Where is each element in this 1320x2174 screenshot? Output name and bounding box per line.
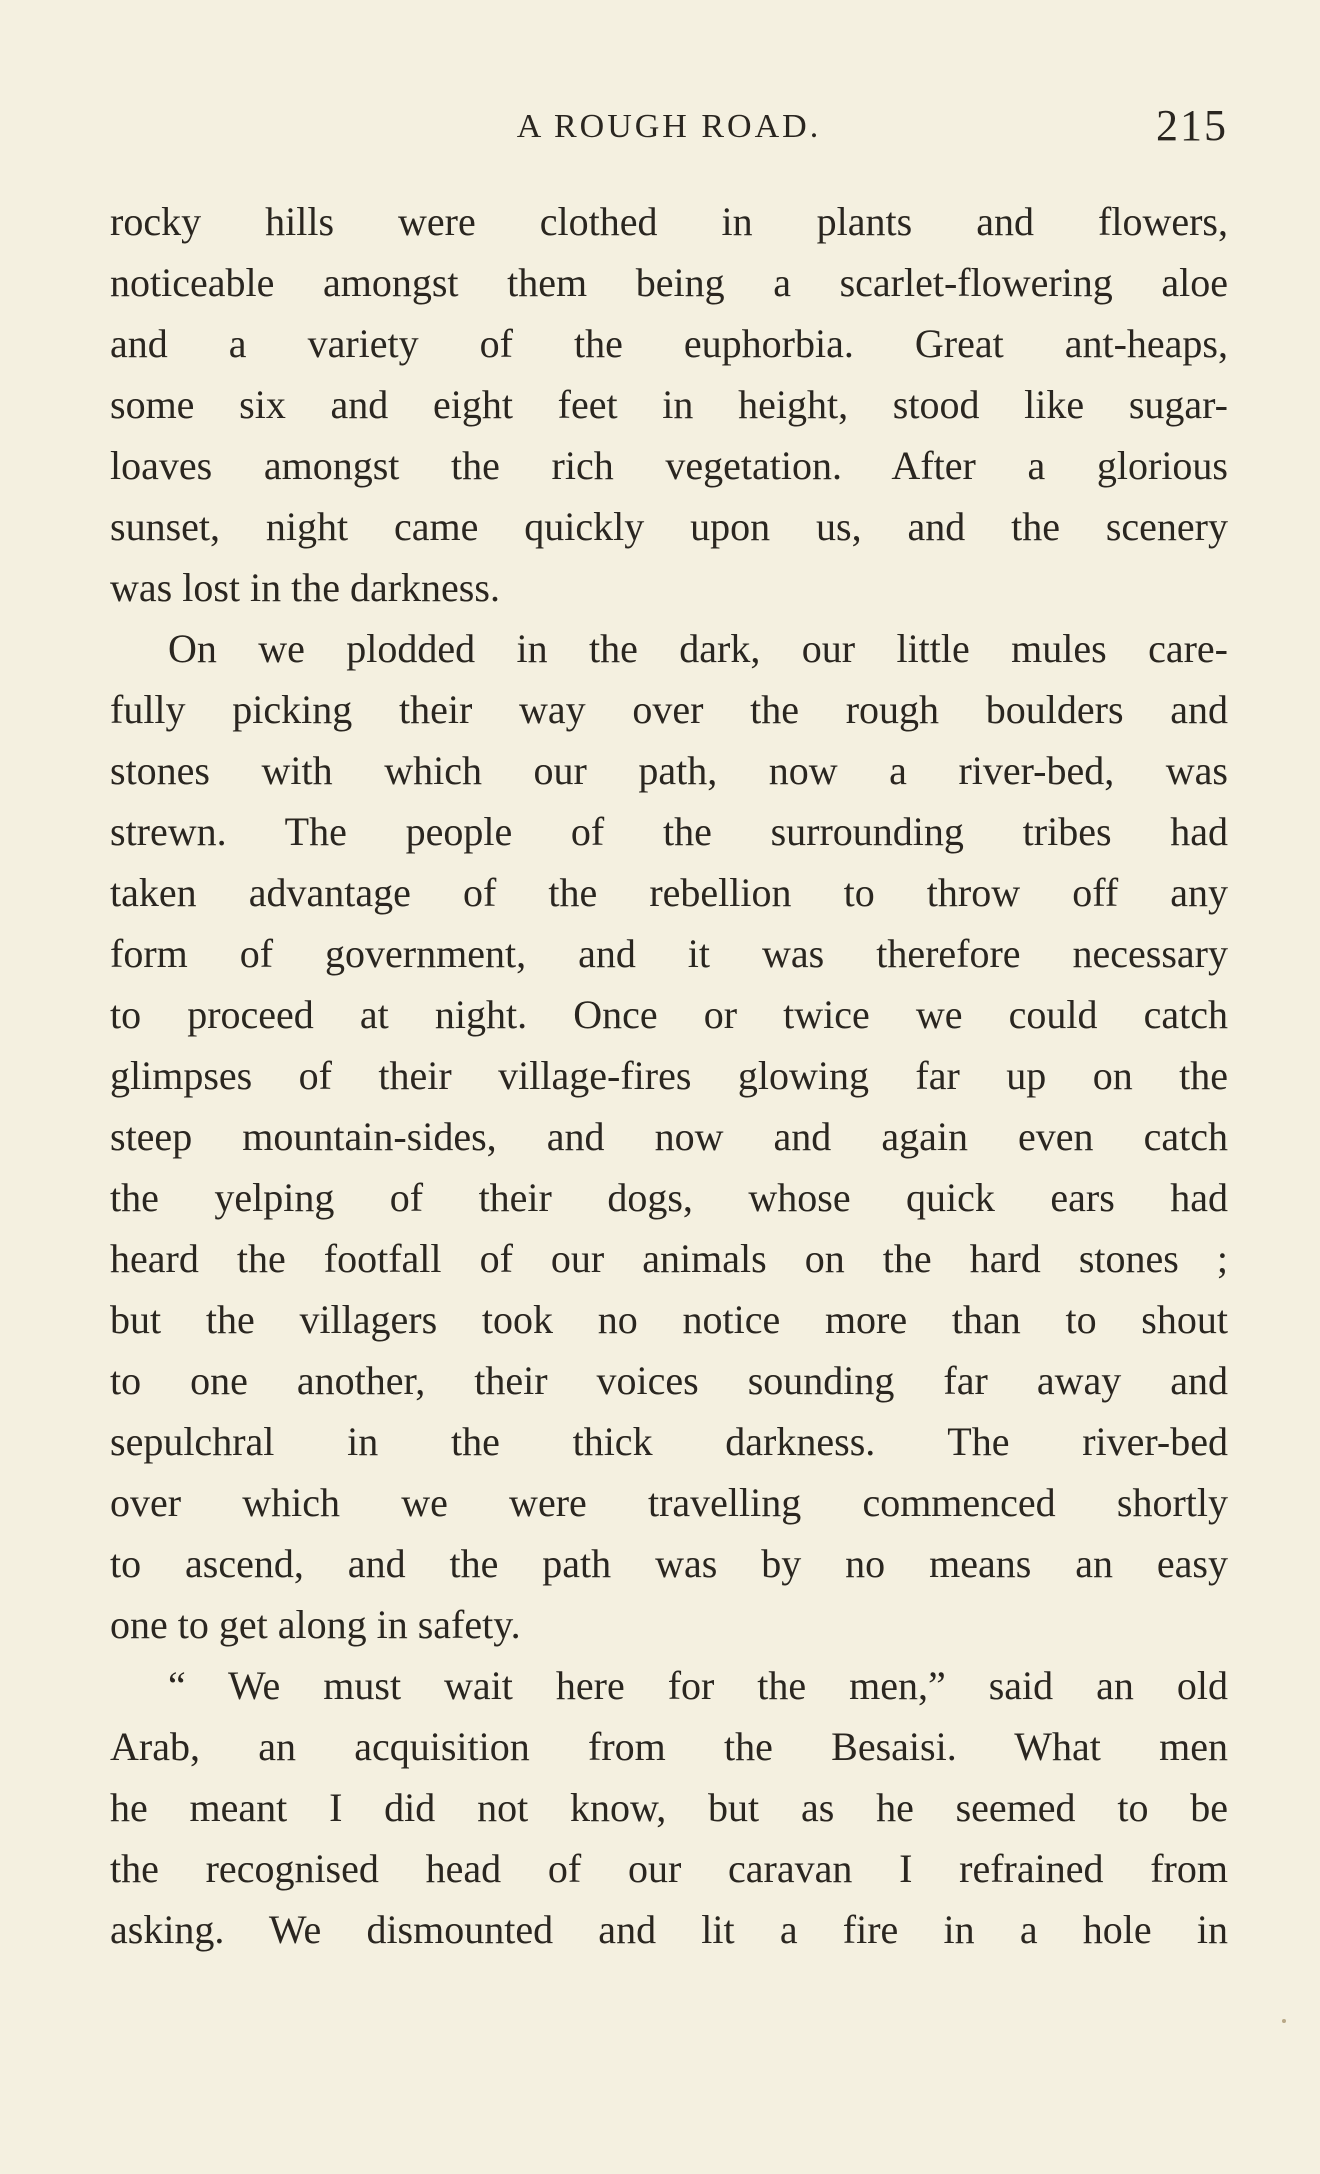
body-text bbox=[110, 191, 1228, 1991]
text-line-5: loaves amongst the rich vegetation. After a glorious bbox=[110, 443, 1228, 488]
text-line-23: to ascend, and the path was by no means an easy bbox=[110, 1541, 1228, 1586]
text-line-1: rocky hills were clothed in plants and flowers, bbox=[110, 199, 1228, 244]
text-line-6: sunset, night came quickly upon us, and the scenery bbox=[110, 504, 1228, 549]
text-line-21: sepulchral in the thick darkness. The river-bed bbox=[110, 1419, 1228, 1464]
running-head bbox=[110, 100, 1228, 160]
text-line-15: glimpses of their village-fires glowing far up on the bbox=[110, 1053, 1228, 1098]
text-line-3: and a variety of the euphorbia. Great ant-heaps, bbox=[110, 321, 1228, 366]
text-line-7: was lost in the darkness. bbox=[110, 565, 500, 610]
text-line-9: fully picking their way over the rough boulders and bbox=[110, 687, 1228, 732]
text-line-16: steep mountain-sides, and now and again even catch bbox=[110, 1114, 1228, 1159]
text-line-8: On we plodded in the dark, our little mules care- bbox=[168, 626, 1228, 671]
paper-speck bbox=[1282, 2019, 1286, 2023]
running-title: A ROUGH ROAD. bbox=[516, 108, 822, 145]
text-line-11: strewn. The people of the surrounding tribes had bbox=[110, 809, 1228, 854]
text-line-18: heard the footfall of our animals on the hard stones ; bbox=[110, 1236, 1228, 1281]
page-number: 215 bbox=[1156, 101, 1228, 150]
text-line-27: he meant I did not know, but as he seemed to be bbox=[110, 1785, 1228, 1830]
text-line-29: asking. We dismounted and lit a fire in a hole in bbox=[110, 1907, 1228, 1952]
text-line-13: form of government, and it was therefore necessary bbox=[110, 931, 1228, 976]
text-line-26: Arab, an acquisition from the Besaisi. What men bbox=[110, 1724, 1228, 1769]
text-line-2: noticeable amongst them being a scarlet-flowering aloe bbox=[110, 260, 1228, 305]
text-line-10: stones with which our path, now a river-bed, was bbox=[110, 748, 1228, 793]
text-line-28: the recognised head of our caravan I refrained from bbox=[110, 1846, 1228, 1891]
text-line-20: to one another, their voices sounding far away and bbox=[110, 1358, 1228, 1403]
text-line-17: the yelping of their dogs, whose quick ears had bbox=[110, 1175, 1228, 1220]
text-line-19: but the villagers took no notice more than to shout bbox=[110, 1297, 1228, 1342]
text-line-12: taken advantage of the rebellion to throw off any bbox=[110, 870, 1228, 915]
text-line-25: “ We must wait here for the men,” said an old bbox=[168, 1663, 1228, 1708]
text-line-24: one to get along in safety. bbox=[110, 1602, 521, 1647]
text-line-14: to proceed at night. Once or twice we could catch bbox=[110, 992, 1228, 1037]
text-line-22: over which we were travelling commenced shortly bbox=[110, 1480, 1228, 1525]
text-line-4: some six and eight feet in height, stood like sugar- bbox=[110, 382, 1228, 427]
